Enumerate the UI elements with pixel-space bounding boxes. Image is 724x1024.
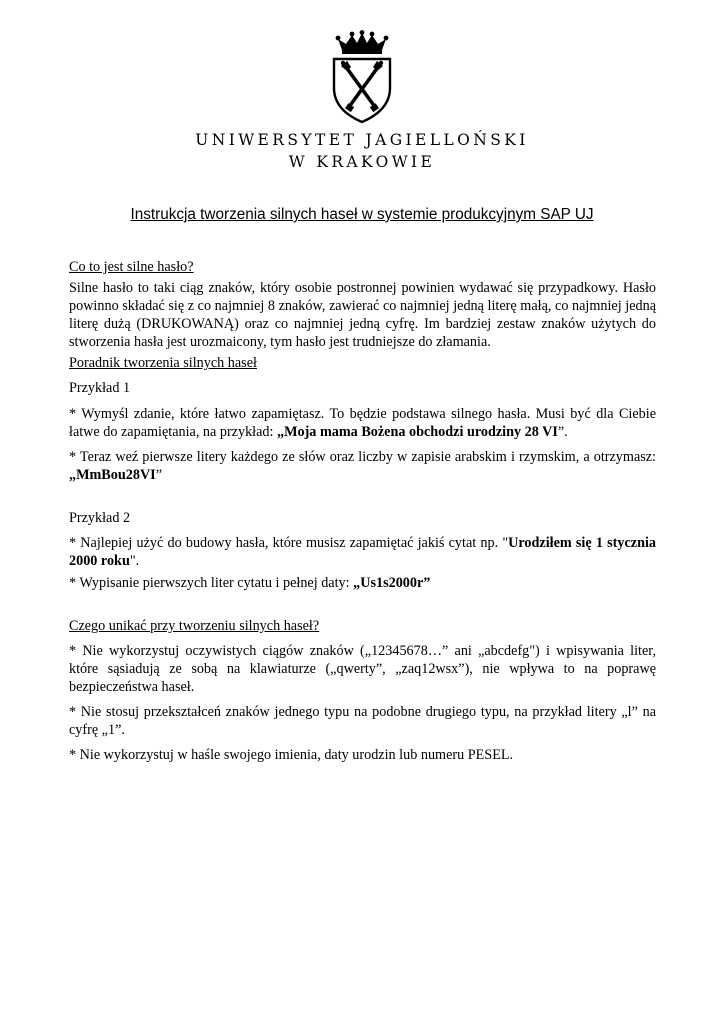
document-body — [69, 205, 656, 764]
example2-step2-text: * Wypisanie pierwszych liter cytatu i pełnej daty: — [69, 575, 354, 591]
example2-step1-end: ". — [129, 553, 140, 569]
example2-quote: Urodziłem się 1 stycznia 2000 roku — [69, 535, 657, 569]
example1-step2-end: ” — [155, 467, 163, 483]
example1-step1-sentence: „Moja mama Bożena obchodzi urodziny 28 VI — [277, 424, 558, 440]
example1-step1 — [69, 405, 656, 441]
strong-password-definition: Silne hasło to taki ciąg znaków, który osobie postronnej powinien wydawać się przypadkowy. Hasło powinno składać się z co najmniej 8 znaków, zawierać co najmniej jedną literę małą, co najmniej jedną literę dużą (DRUKOWANĄ) oraz co najmniej jedną cyfrę. Im bardziej zestaw znaków użytych do stworzenia hasła jest urozmaicony, tym hasło jest trudniejsze do złamania. — [69, 280, 656, 350]
document-title: Instrukcja tworzenia silnych haseł w systemie produkcyjnym SAP UJ — [130, 206, 594, 223]
example2-step1-text: * Najlepiej użyć do budowy hasła, które musisz zapamiętać jakiś cytat np. " — [69, 535, 509, 551]
example1-step1-text: * Wymyśl zdanie, które łatwo zapamiętasz. To będzie podstawa silnego hasła. Musi być dla Ciebie łatwe do zapamiętania, na przykład: — [69, 406, 656, 440]
example2-password: „Us1s2000r” — [353, 575, 431, 591]
example1-label: Przykład 1 — [69, 380, 131, 396]
example1-step2 — [69, 448, 656, 484]
university-name-line2: W KRAKOWIE — [288, 153, 436, 171]
example1-password: „MmBou28VI — [69, 467, 156, 483]
crown-icon — [336, 30, 389, 54]
sceptres-icon — [346, 67, 378, 107]
university-name-line1: UNIWERSYTET JAGIELLOŃSKI — [195, 131, 529, 149]
section-heading-what-is: Co to jest silne hasło? — [69, 259, 194, 275]
example1-step2-text: * Teraz weź pierwsze litery każdego ze słów oraz liczby w zapisie arabskim i rzymskim, a otrzymasz: — [69, 449, 656, 465]
avoid-item-3: * Nie wykorzystuj w haśle swojego imienia, daty urodzin lub numeru PESEL. — [69, 747, 514, 763]
example2-step2 — [69, 574, 656, 592]
example2-step1 — [69, 534, 656, 570]
university-header — [0, 30, 724, 173]
avoid-item-1: * Nie wykorzystuj oczywistych ciągów znaków („12345678…” ani „abcdefg") i wpisywania liter, które sąsiadują ze sobą na klawiaturze („qwerty”, „zaq12wsx”), nie wpływa to na poprawę bezpieczeństwa haseł. — [69, 643, 656, 695]
example2-label: Przykład 2 — [69, 510, 131, 526]
university-crest-icon — [326, 30, 398, 125]
section-heading-guide: Poradnik tworzenia silnych haseł — [69, 355, 257, 371]
section-heading-avoid: Czego unikać przy tworzeniu silnych haseł? — [69, 618, 320, 634]
example1-step1-end: ”. — [557, 424, 568, 440]
avoid-item-2: * Nie stosuj przekształceń znaków jednego typu na podobne drugiego typu, na przykład litery „l” na cyfrę „1”. — [69, 704, 656, 738]
university-name — [0, 129, 724, 173]
